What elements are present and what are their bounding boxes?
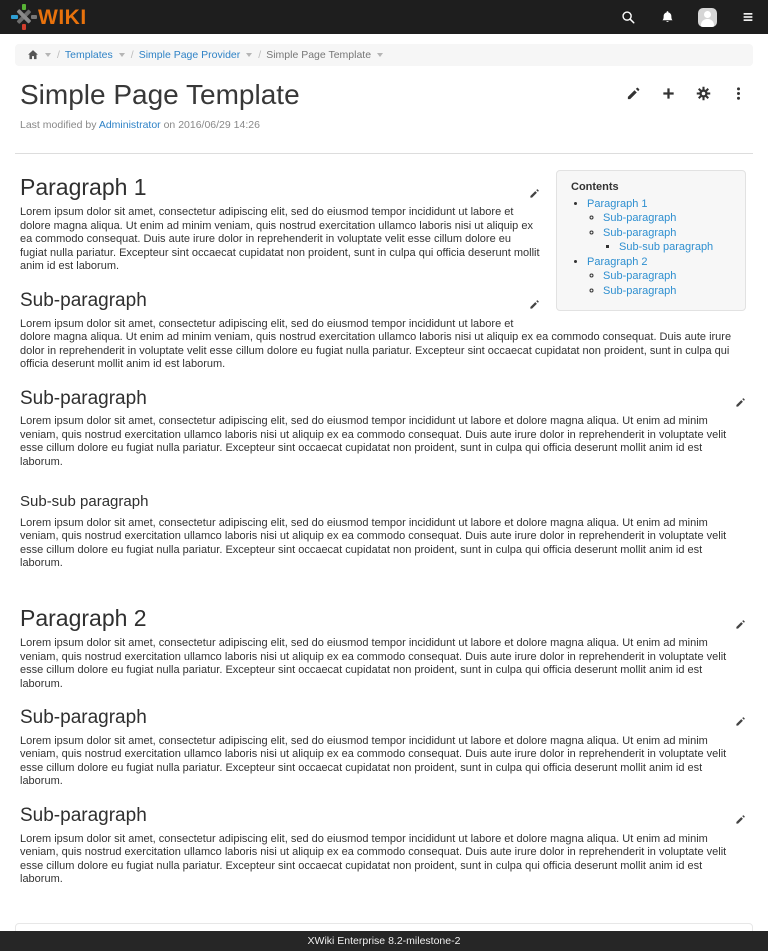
section-heading-sub-paragraph: Sub-paragraph <box>20 388 746 410</box>
section-heading-sub-sub-paragraph: Sub-sub paragraph <box>20 493 149 511</box>
section-heading-sub-paragraph: Sub-paragraph <box>20 707 746 729</box>
xwiki-logo-x-icon <box>12 5 36 29</box>
toc-link-paragraph-2[interactable]: Paragraph 2 <box>587 255 648 268</box>
toc-item <box>603 284 735 299</box>
search-icon[interactable] <box>620 9 636 25</box>
toc-title: Contents <box>571 180 619 193</box>
settings-gear-icon[interactable] <box>696 86 711 101</box>
edit-section-pencil-icon[interactable] <box>529 294 540 305</box>
toc-link-sub-paragraph[interactable]: Sub-paragraph <box>603 212 677 225</box>
toc-item <box>603 269 735 284</box>
user-avatar[interactable] <box>698 8 717 27</box>
toc-item <box>587 197 735 255</box>
section-body: Lorem ipsum dolor sit amet, consectetur adipiscing elit, sed do eiusmod tempor incididunt ut labore et dolore magna aliqua. Ut enim ad minim veniam, quis nostrud exercitation ullamco laboris nisi ut aliquip ex ea commodo consequat. Duis aute irure dolor in reprehenderit in voluptate velit esse cillum dolore eu fugiat nulla pariatur. Excepteur sint occaecat cupidatat non proident, sunt in culpa qui officia deserunt mollit anim id est laborum. <box>20 415 727 468</box>
breadcrumb-link-simple-page-provider[interactable]: Simple Page Provider <box>138 49 241 61</box>
version-text: XWiki Enterprise 8.2-milestone-2 <box>307 934 461 947</box>
toc-item <box>603 211 735 226</box>
section-body: Lorem ipsum dolor sit amet, consectetur adipiscing elit, sed do eiusmod tempor incididunt ut labore et dolore magna aliqua. Ut enim ad minim veniam, quis nostrud exercitation ullamco laboris nisi ut aliquip ex ea commodo consequat. Duis aute irure dolor in reprehenderit in voluptate velit esse cillum dolore eu fugiat nulla pariatur. Excepteur sint occaecat cupidatat non proident, sunt in culpa qui officia deserunt mollit anim id est laborum. <box>20 637 727 690</box>
breadcrumb-current-page: Simple Page Template <box>266 49 372 61</box>
version-bottom-bar <box>0 931 768 951</box>
edit-section-pencil-icon[interactable] <box>529 178 540 189</box>
top-navbar <box>0 0 768 34</box>
breadcrumb-separator: / <box>130 49 134 61</box>
xwiki-logo[interactable] <box>12 5 87 29</box>
edit-section-pencil-icon[interactable] <box>735 711 746 722</box>
templates-dropdown-caret-icon[interactable] <box>119 53 125 57</box>
section-heading-paragraph-2: Paragraph 2 <box>20 605 746 631</box>
breadcrumb <box>15 44 753 66</box>
toc-link-paragraph-1[interactable]: Paragraph 1 <box>587 197 648 210</box>
section-body: Lorem ipsum dolor sit amet, consectetur adipiscing elit, sed do eiusmod tempor incididunt ut labore et dolore magna aliqua. Ut enim ad minim veniam, quis nostrud exercitation ullamco laboris nisi ut aliquip ex ea commodo consequat. Duis aute irure dolor in reprehenderit in voluptate velit esse cillum dolore eu fugiat nulla pariatur. Excepteur sint occaecat cupidatat non proident, sunt in culpa qui officia deserunt mollit anim id est laborum. <box>20 734 727 788</box>
breadcrumb-separator: / <box>57 49 60 61</box>
toc-link-sub-paragraph[interactable]: Sub-paragraph <box>603 284 677 297</box>
page-title: Simple Page Template <box>20 79 300 110</box>
section-body: Lorem ipsum dolor sit amet, consectetur adipiscing elit, sed do eiusmod tempor incididunt ut labore et dolore magna aliqua. Ut enim ad minim veniam, quis nostrud exercitation ullamco laboris nisi ut aliquip ex ea commodo consequat. Duis aute irure dolor in reprehenderit in voluptate velit esse cillum dolore eu fugiat nulla pariatur. Excepteur sint occaecat cupidatat non proident, sunt in culpa qui officia deserunt mollit anim id est laborum. <box>20 317 732 371</box>
xwiki-logo-text: WIKI <box>38 5 87 29</box>
edit-page-pencil-icon[interactable] <box>626 86 641 101</box>
edit-section-pencil-icon[interactable] <box>735 392 746 403</box>
page-header <box>0 66 768 131</box>
last-modified-line <box>20 119 746 131</box>
toc-item <box>587 255 735 299</box>
section-body: Lorem ipsum dolor sit amet, consectetur adipiscing elit, sed do eiusmod tempor incididunt ut labore et dolore magna aliqua. Ut enim ad minim veniam, quis nostrud exercitation ullamco laboris nisi ut aliquip ex ea commodo consequat. Duis aute irure dolor in reprehenderit in voluptate velit esse cillum dolore eu fugiat nulla pariatur. Excepteur sint occaecat cupidatat non proident, sunt in culpa qui officia deserunt mollit anim id est laborum. <box>20 206 540 273</box>
section-heading-paragraph-1: Paragraph 1 <box>20 174 746 200</box>
breadcrumb-link-templates[interactable]: Templates <box>64 49 113 61</box>
edit-section-pencil-icon[interactable] <box>735 609 746 620</box>
section-body: Lorem ipsum dolor sit amet, consectetur adipiscing elit, sed do eiusmod tempor incididunt ut labore et dolore magna aliqua. Ut enim ad minim veniam, quis nostrud exercitation ullamco laboris nisi ut aliquip ex ea commodo consequat. Duis aute irure dolor in reprehenderit in voluptate velit esse cillum dolore eu fugiat nulla pariatur. Excepteur sint occaecat cupidatat non proident, sunt in culpa qui officia deserunt mollit anim id est laborum. <box>20 832 727 886</box>
create-page-plus-icon[interactable] <box>661 86 676 101</box>
breadcrumb-separator: / <box>258 49 262 61</box>
table-of-contents <box>556 170 746 312</box>
section-heading-sub-paragraph: Sub-paragraph <box>20 805 746 827</box>
home-dropdown-caret-icon[interactable] <box>45 53 51 57</box>
current-dropdown-caret-icon[interactable] <box>377 53 383 57</box>
notifications-bell-icon[interactable] <box>659 9 675 25</box>
hamburger-menu-icon[interactable] <box>740 9 756 25</box>
toc-item <box>603 226 735 255</box>
modified-suffix: on 2016/06/29 14:26 <box>163 118 260 131</box>
page-content <box>0 154 768 897</box>
modified-prefix: Last modified by <box>20 118 97 131</box>
section-heading-sub-paragraph: Sub-paragraph <box>20 290 746 312</box>
section-body: Lorem ipsum dolor sit amet, consectetur adipiscing elit, sed do eiusmod tempor incididunt ut labore et dolore magna aliqua. Ut enim ad minim veniam, quis nostrud exercitation ullamco laboris nisi ut aliquip ex ea commodo consequat. Duis aute irure dolor in reprehenderit in voluptate velit esse cillum dolore eu fugiat nulla pariatur. Excepteur sint occaecat cupidatat non proident, sunt in culpa qui officia deserunt mollit anim id est laborum. <box>20 516 727 570</box>
toc-item <box>619 240 735 255</box>
edit-section-pencil-icon[interactable] <box>735 809 746 820</box>
toc-link-sub-sub-paragraph[interactable]: Sub-sub paragraph <box>619 241 714 254</box>
toc-link-sub-paragraph[interactable]: Sub-paragraph <box>603 270 677 283</box>
modified-user-link[interactable]: Administrator <box>98 118 161 131</box>
home-icon[interactable] <box>27 49 39 61</box>
provider-dropdown-caret-icon[interactable] <box>246 53 252 57</box>
toc-link-sub-paragraph[interactable]: Sub-paragraph <box>603 226 677 239</box>
more-actions-kebab-icon[interactable] <box>731 86 746 101</box>
